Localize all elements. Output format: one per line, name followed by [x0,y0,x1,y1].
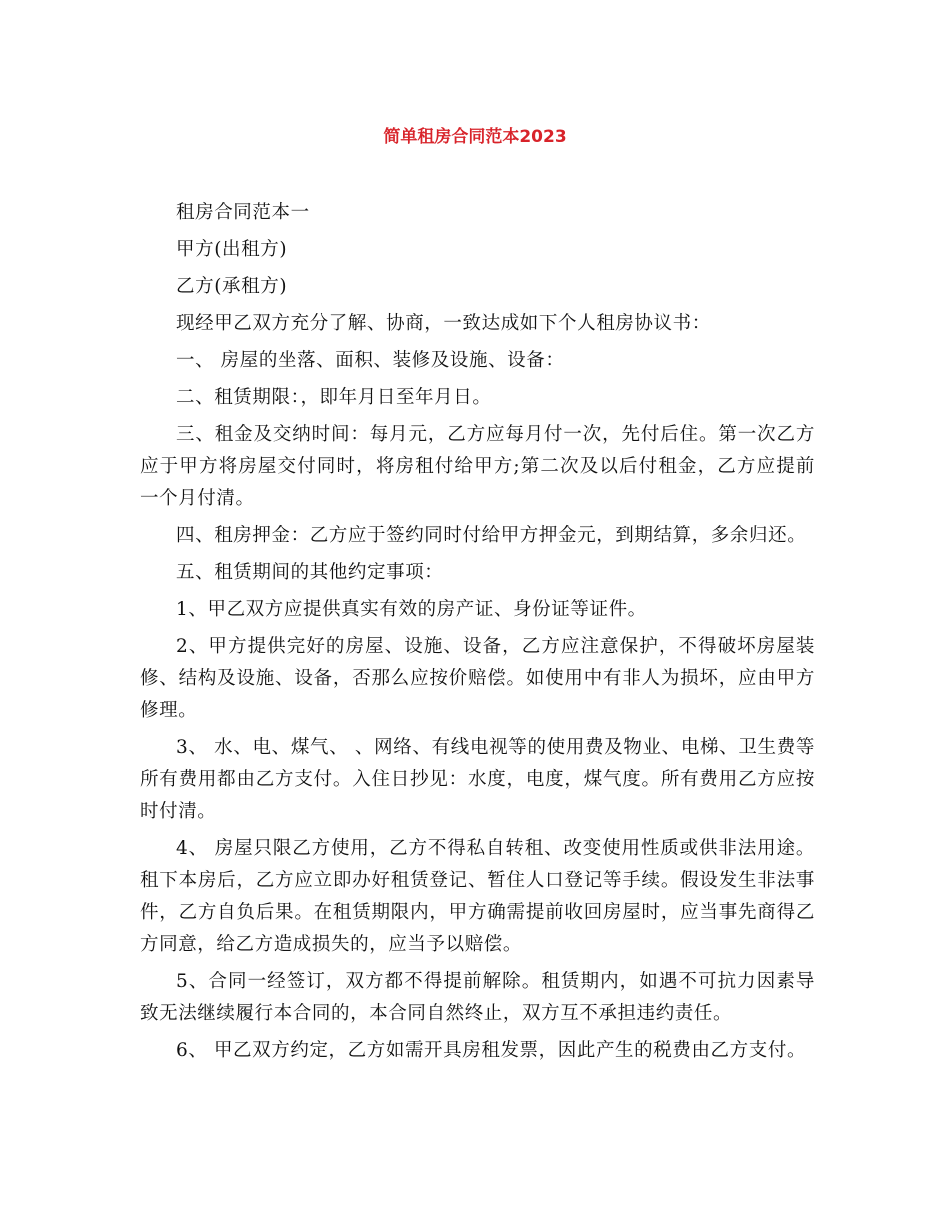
paragraph: 一、 房屋的坐落、面积、装修及设施、设备： [176,350,565,371]
paragraph: 5、合同一经签订，双方都不得提前解除。租赁期内，如遇不可抗力因素导致无法继续履行本合同的，本合同自然终止，双方互不承担违约责任。 [140,971,815,1024]
paragraph: 三、租金及交纳时间：每月元，乙方应每月付一次，先付后住。第一次乙方应于甲方将房屋交付同时，将房租付给甲方;第二次及以后付租金，乙方应提前一个月付清。 [140,424,815,509]
paragraph: 4、 房屋只限乙方使用，乙方不得私自转租、改变使用性质或供非法用途。租下本房后，乙方应立即办好租赁登记、暂住人口登记等手续。假设发生非法事件，乙方自负后果。在租赁期限内，甲方确需提前收回房屋时，应当事先商得乙方同意，给乙方造成损失的，应当予以赔偿。 [140,838,815,955]
paragraph: 2、甲方提供完好的房屋、设施、设备，乙方应注意保护，不得破坏房屋装修、结构及设施、设备，否那么应按价赔偿。如使用中有非人为损坏，应由甲方修理。 [140,636,815,721]
paragraph: 二、租赁期限：，即年月日至年月日。 [176,387,492,408]
paragraph: 租房合同范本一 [176,202,310,223]
paragraph: 乙方(承租方) [176,276,288,297]
paragraph: 现经甲乙双方充分了解、协商，一致达成如下个人租房协议书： [176,313,711,334]
document-title: 简单租房合同范本2023 [383,127,567,147]
paragraph: 1、甲乙双方应提供真实有效的房产证、身份证等证件。 [176,599,647,620]
document-body [140,197,815,1072]
paragraph: 甲方(出租方) [176,239,288,260]
paragraph: 6、 甲乙双方约定，乙方如需开具房租发票，因此产生的税费由乙方支付。 [176,1040,807,1061]
paragraph: 四、租房押金：乙方应于签约同时付给甲方押金元，到期结算，多余归还。 [176,525,807,546]
paragraph: 五、租赁期间的其他约定事项： [176,562,444,583]
paragraph: 3、 水、电、煤气、 、网络、有线电视等的使用费及物业、电梯、卫生费等所有费用都由乙方支付。入住日抄见：水度，电度，煤气度。所有费用乙方应按时付清。 [140,737,815,822]
